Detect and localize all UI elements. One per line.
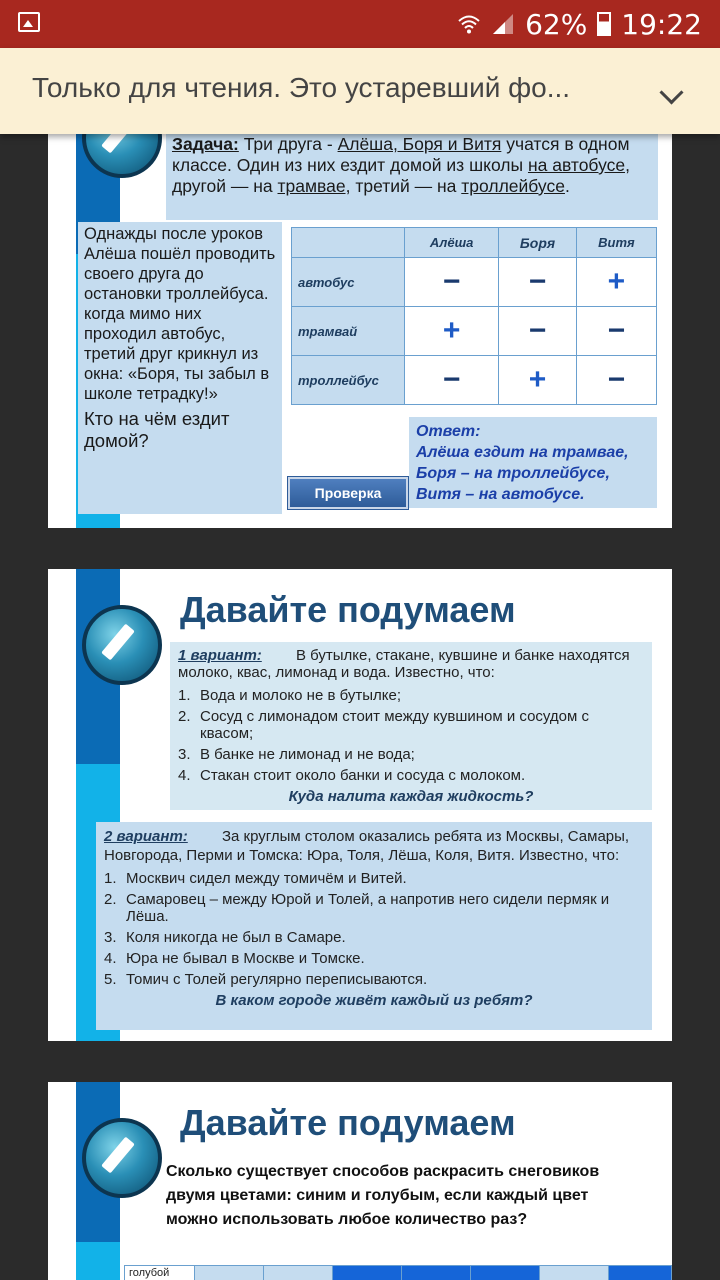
table-cell — [402, 1266, 471, 1280]
task-text: третий — на — [350, 176, 462, 196]
row-label: троллейбус — [292, 356, 405, 405]
list-item: 1. Вода и молоко не в бутылке; — [178, 687, 401, 704]
task-names: Алёша, Боря и Витя — [337, 134, 502, 154]
battery-icon — [597, 12, 611, 36]
answer-box — [409, 417, 657, 508]
table-cell: − — [499, 307, 577, 356]
table-cell: + — [405, 307, 499, 356]
table-cell: − — [405, 356, 499, 405]
table-cell — [333, 1266, 402, 1280]
task-text: Три друга - — [238, 134, 338, 154]
banner-text: Только для чтения. Это устаревший фо... — [32, 72, 571, 103]
list-item: 1. Москвич сидел между томичём и Витей. — [104, 870, 407, 887]
table-cell: − — [499, 258, 577, 307]
list-item: 3. В банке не лимонад и не вода; — [178, 746, 415, 763]
variant-1-box — [170, 642, 652, 810]
task-label: Задача: — [172, 134, 239, 154]
table-cell — [540, 1266, 609, 1280]
answer-line: Боря – на троллейбусе, — [416, 465, 610, 482]
variant-1-label: 1 вариант: — [178, 647, 262, 664]
answer-line: Витя – на автобусе. — [416, 486, 585, 503]
task-text: другой — на — [172, 176, 278, 196]
signal-icon — [491, 12, 515, 36]
table-cell — [264, 1266, 333, 1280]
variant-1-intro: В бутылке, стакане, кувшине и банке находятся молоко, квас, лимонад и вода. Известно, что: — [178, 647, 630, 681]
snowman-question: Сколько существует способов раскрасить снеговиков двумя цветами: синим и голубым, если каждый цвет можно использовать любое количество раз? — [166, 1163, 600, 1228]
table-header: Витя — [576, 228, 656, 258]
wifi-icon — [457, 12, 481, 36]
variant-2-box — [96, 822, 652, 1030]
question-text: Кто на чём ездит домой? — [84, 408, 230, 451]
task-text: учатся в одном классе. Один из них ездит домой из школы — [172, 134, 630, 175]
list-item: 4. Стакан стоит около банки и сосуда с молоком. — [178, 767, 526, 784]
table-header: Боря — [499, 228, 577, 258]
answer-table — [291, 227, 657, 405]
task-tram: трамвае, — [277, 176, 351, 196]
row-label: автобус — [292, 258, 405, 307]
snowman-table — [124, 1265, 672, 1280]
slide-2 — [48, 569, 672, 1041]
read-only-banner[interactable] — [0, 48, 720, 134]
table-header: Алёша — [405, 228, 499, 258]
variant-1-question: Куда налита каждая жидкость? — [288, 788, 534, 805]
pen-logo-icon — [82, 1118, 162, 1198]
list-item: 3. Коля никогда не был в Самаре. — [104, 929, 346, 946]
table-cell: + — [499, 356, 577, 405]
table-corner — [292, 228, 405, 258]
task-box — [166, 134, 658, 220]
row-label: трамвай — [292, 307, 405, 356]
variant-2-list — [104, 870, 644, 988]
list-item: 2. Сосуд с лимонадом стоит между кувшином и сосудом с квасом; — [178, 708, 590, 742]
table-cell — [609, 1266, 672, 1280]
table-cell: − — [405, 258, 499, 307]
clock: 19:22 — [621, 7, 702, 41]
pen-logo-icon — [82, 605, 162, 685]
story-text: Однажды после уроков Алёша пошёл проводить своего друга до остановки троллейбуса. когда мимо них проходил автобус, третий друг крикнул из окна: «Боря, ты забыл в школе тетрадку!» — [84, 225, 276, 403]
variant-2-intro: За круглым столом оказались ребята из Москвы, Самары, Новгорода, Перми и Томска: Юра, Толя, Лёша, Коля, Витя. Известно, что: — [104, 828, 630, 864]
table-cell: + — [576, 258, 656, 307]
chevron-down-icon[interactable] — [659, 80, 683, 104]
list-item: 5. Томич с Толей регулярно переписываются. — [104, 971, 428, 988]
table-cell: голубой — [125, 1266, 195, 1280]
list-item: 2. Самаровец – между Юрой и Толей, а напротив него сидели пермяк и Лёша. — [104, 891, 610, 925]
task-bus: на автобусе, — [527, 155, 630, 175]
table-cell — [195, 1266, 264, 1280]
status-bar — [0, 0, 720, 48]
list-item: 4. Юра не бывал в Москве и Томске. — [104, 950, 365, 967]
variant-1-list — [178, 687, 644, 784]
slide-title: Давайте подумаем — [180, 589, 516, 630]
slide-title: Давайте подумаем — [180, 1102, 516, 1143]
task-text: . — [564, 176, 570, 196]
battery-percent: 62% — [525, 7, 588, 41]
task-trolley: троллейбусе — [461, 176, 565, 196]
variant-2-label: 2 вариант: — [104, 828, 188, 845]
answer-line: Алёша ездит на трамвае, — [416, 444, 629, 461]
gallery-notification-icon — [18, 12, 40, 32]
variant-2-question: В каком городе живёт каждый из ребят? — [215, 992, 533, 1009]
answer-label: Ответ: — [416, 423, 481, 440]
slide-1 — [48, 134, 672, 528]
table-cell — [471, 1266, 540, 1280]
check-button[interactable]: Проверка — [288, 477, 408, 509]
story-box — [78, 222, 282, 514]
table-cell: − — [576, 356, 656, 405]
slide-3 — [48, 1082, 672, 1280]
table-cell: − — [576, 307, 656, 356]
